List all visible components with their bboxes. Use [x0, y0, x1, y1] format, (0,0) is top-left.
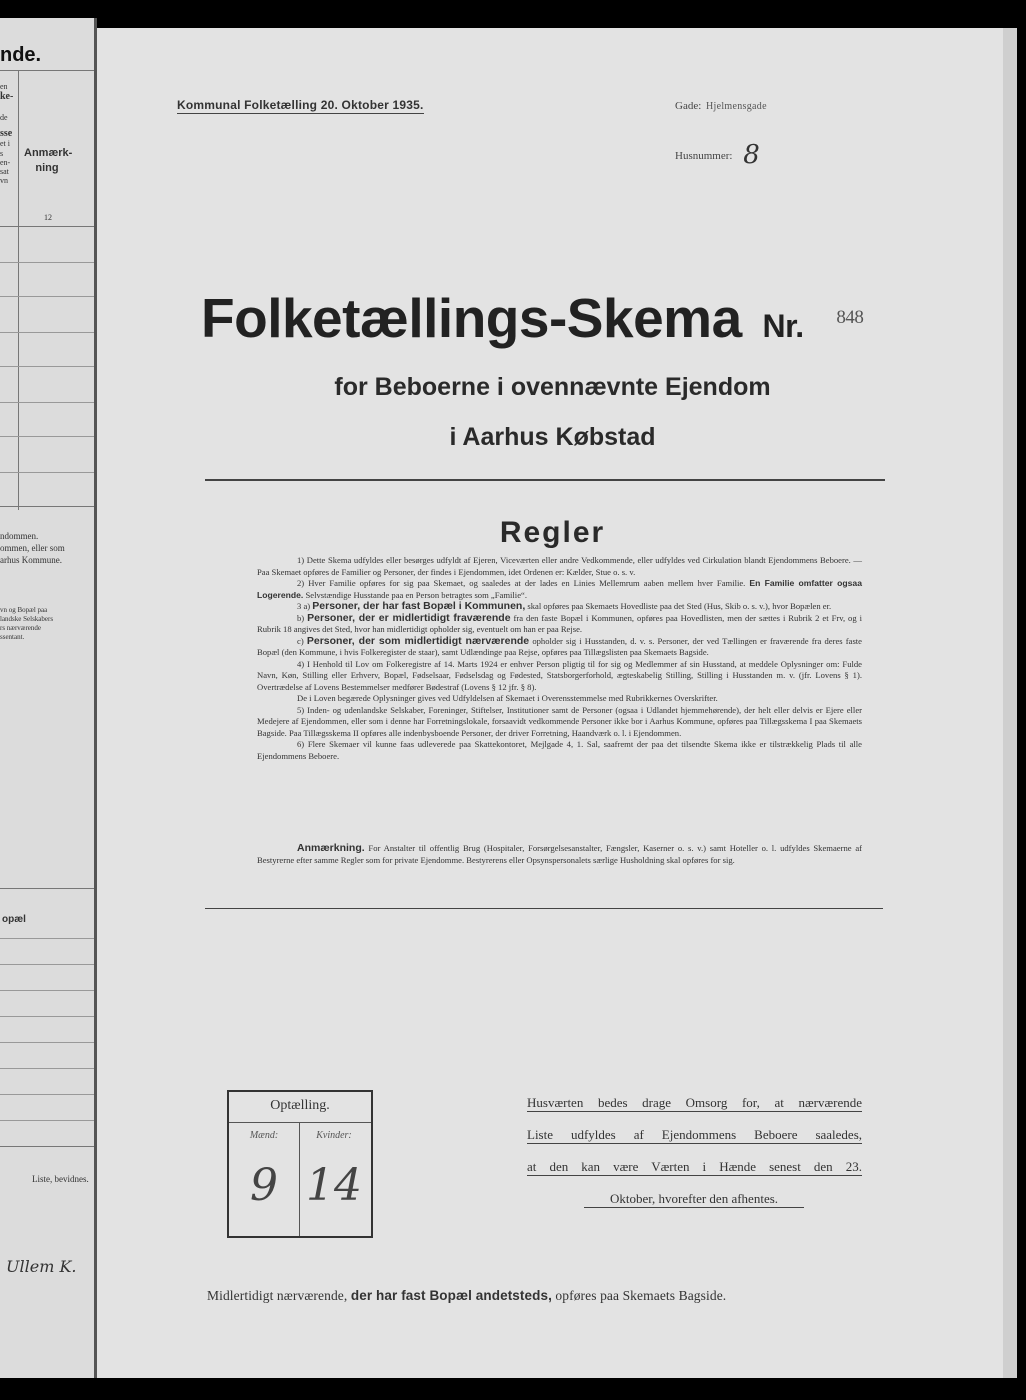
anmaerkning-note	[257, 843, 862, 866]
divider	[0, 436, 94, 437]
divider	[0, 1068, 94, 1069]
rule-3a: 3 a) Personer, der har fast Bopæl i Kommunen, skal opføres paa Skemaets Hovedliste paa det Sted (Hus, Skib o. s. v.), hvor Bopælen er.	[297, 600, 832, 612]
title-text: Folketællings-Skema	[201, 287, 742, 349]
divider	[0, 1120, 94, 1121]
divider	[0, 1042, 94, 1043]
page-title	[201, 286, 863, 350]
count-box-title: Optælling.	[270, 1098, 330, 1113]
landlord-notice	[527, 1094, 862, 1222]
count-box	[227, 1090, 373, 1238]
divider	[0, 402, 94, 403]
divider	[0, 888, 94, 889]
census-header: Kommunal Folketælling 20. Oktober 1935.	[177, 98, 424, 112]
street-field	[675, 100, 767, 112]
rule-3c: c) Personer, der som midlertidigt nærværende opholder sig i Husstanden, d. v. s. Personer, der ved Tællingen er fraværende fra deres faste Bopæl (den Kommune, i hvis Folkeregister de staar), samt Udlændinge paa Rejse, opføres paa Tillægslisten paa Skemaets Bagside.	[257, 634, 862, 657]
women-label: Kvinder:	[316, 1130, 352, 1141]
rule-6: 6) Flere Skemaer vil kunne faas udleverede paa Skattekontoret, Mejlgade 4, 1. Sal, saafremt der paa det tilsendte Skema ikke er tilstrækkelig Plads til alle Ejendommens Beboere.	[257, 739, 862, 761]
schema-number: 848	[836, 307, 864, 328]
subtitle-2: i Aarhus Købstad	[449, 423, 656, 451]
left-page-heading: nde.	[0, 44, 42, 66]
rule-2: 2) Hver Familie opføres for sig paa Skemaet, og saaledes at der lades en Linies Mellemrum aaben mellem hver Familie. En Familie omfatter ogsaa Logerende. Selvstændige Husstande paa en Person betragtes som „Familie“.	[257, 578, 862, 600]
note-label: Anmærkning.	[297, 842, 365, 854]
divider	[0, 964, 94, 965]
census-form-page	[97, 28, 1014, 1378]
divider	[0, 938, 94, 939]
page-edge	[1003, 28, 1017, 1378]
anmaerkning-column-header: Anmærk-ning	[24, 147, 73, 175]
divider	[0, 70, 94, 71]
subtitle-1: for Beboerne i ovennævnte Ejendom	[334, 373, 771, 401]
divider	[0, 1146, 94, 1147]
divider	[205, 908, 883, 909]
left-bopael-text: opæl	[2, 914, 26, 925]
street-value: Hjelmensgade	[706, 101, 767, 112]
divider	[205, 479, 885, 481]
left-text-block: ndommen. ommen, eller som arhus Kommune.	[0, 531, 65, 565]
street-label: Gade:	[675, 100, 702, 112]
notice-line: Liste udfyldes af Ejendommens Beboere saaledes,	[527, 1127, 862, 1142]
rules-text	[257, 555, 862, 762]
divider	[0, 1016, 94, 1017]
notice-line: Oktober, hvorefter den afhentes.	[584, 1190, 804, 1208]
signature: Ullem K.	[6, 1257, 77, 1276]
divider	[0, 366, 94, 367]
divider	[0, 226, 94, 227]
left-column-text: en ke- de sse et i s en- sat vn	[0, 82, 14, 186]
men-count: 9	[250, 1160, 278, 1211]
column-number: 12	[44, 213, 52, 222]
divider	[0, 506, 94, 507]
notice-line: at den kan være Værten i Hænde senest den 23.	[527, 1159, 862, 1174]
notice-line: Husværten bedes drage Omsorg for, at nærværende	[527, 1095, 862, 1110]
divider	[0, 332, 94, 333]
divider	[0, 296, 94, 297]
house-number-label: Husnummer:	[675, 150, 733, 162]
divider	[0, 990, 94, 991]
rule-3b: b) Personer, der er midlertidigt fraværende fra den faste Bopæl i Kommunen, opføres paa Hovedlisten, men der sættes i Rubrik 2 et Frv, og i Rubrik 18 angives det Sted, hvor han midlertidigt opholder sig, eventuelt om han er paa Rejse.	[257, 611, 863, 634]
note-text: For Anstalter til offentlig Brug (Hospitaler, Forsørgelsesanstalter, Fængsler, Kaserner o. s. v.) samt Hoteller o. l. udfyldes Skemaerne af Bestyrerne efter samme Regler som for private Ejendomme. Bestyrerens eller Opsynspersonalets særlige Husholdning skal opføres for sig.	[257, 843, 863, 865]
rules-heading: Regler	[499, 516, 606, 549]
rule-1: 1) Dette Skema udfyldes eller besørges udfyldt af Ejeren, Viceværten eller andre Vedkommende, eller udfyldes ved Cirkulation blandt Ejendommens Beboere. — Paa Skemaet opføres de Familier og Personer, der findes i Ejendommen, idet Ordenen er: Kælder, Stue o. s. v.	[257, 555, 862, 577]
divider	[0, 472, 94, 473]
rule-4: 4) I Henhold til Lov om Folkeregistre af 14. Marts 1924 er enhver Person pligtig til for sig og Medlemmer af sin Husstand, at meddele Oplysninger om: Fulde Navn, Køn, Stilling eller Erhverv, Bopæl, Fødselsaar, Fødselsdag og Fødested, Statsborgerforhold, ægteskabelig Stilling, Stilling i Husstanden m. v. (jfr. Lovens § 1). Overtrædelse af Lovens Bestemmelser medfører Bødestraf (Lovens § 12 jfr. § 8).	[257, 658, 862, 692]
rule-5: 5) Inden- og udenlandske Selskaber, Foreninger, Stiftelser, Institutioner samt de Personer (ogsaa i Udlandet hjemmehørende), der helt eller delvis er Ejere eller Medejere af Ejendommen, eller som i denne har Forretningslokale, forsaavidt vedkommende Personer ikke bor i Aarhus Kommune, opføres paa Tillægsskema I paa Skemaets Bagside. Paa Tillægsskema II opføres alle indenbysboende Personer, der driver Forretning, Haandværk o. l. i Ejendommen.	[257, 704, 862, 738]
left-text-block: vn og Bopæl paa landske Selskabers rs nærværende ssentant.	[0, 606, 54, 641]
footer-note: Midlertidigt nærværende, der har fast Bopæl andetsteds, opføres paa Skemaets Bagside.	[207, 1288, 727, 1303]
divider	[229, 1122, 371, 1123]
divider	[18, 70, 19, 510]
left-page-fragment	[0, 18, 97, 1378]
men-label: Mænd:	[249, 1130, 279, 1141]
rule-4b: De i Loven begærede Oplysninger gives ved Udfyldelsen af Skemaet i Overensstemmelse med Rubrikkernes Overskrifter.	[297, 693, 718, 703]
women-count: 14	[306, 1160, 362, 1211]
divider	[0, 1094, 94, 1095]
house-number-field	[675, 136, 760, 170]
title-nr: Nr.	[762, 308, 804, 344]
divider	[0, 262, 94, 263]
left-liste-text: Liste, bevidnes.	[32, 1174, 89, 1184]
house-number-value: 8	[743, 140, 760, 170]
